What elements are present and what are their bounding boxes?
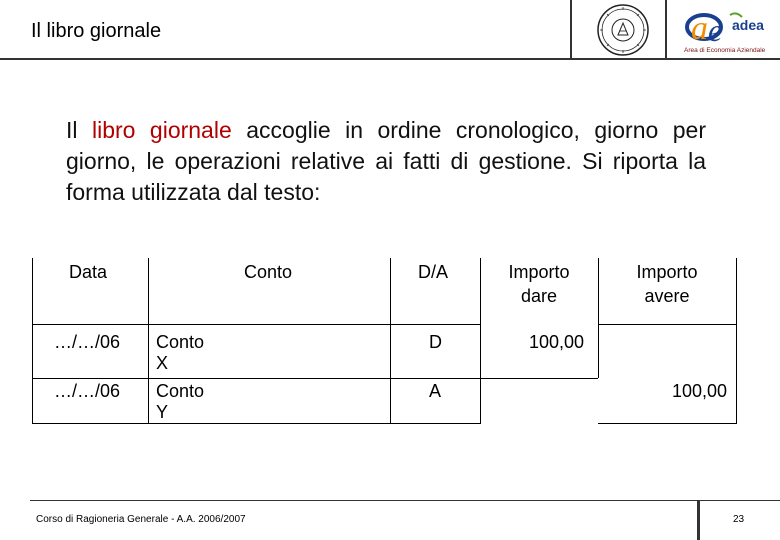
header-importo-avere (598, 262, 736, 307)
table-border (598, 423, 736, 424)
header-underline (0, 58, 780, 60)
university-seal-icon (594, 3, 652, 57)
table-border (148, 258, 149, 424)
table-border (390, 258, 391, 424)
brand-subtitle: Area di Economia Aziendale (684, 47, 766, 54)
intro-prefix: Il (66, 117, 92, 143)
table-border (32, 258, 33, 424)
row-date: …/…/06 (54, 381, 121, 401)
row-amount-dare: 100,00 (529, 332, 585, 352)
header-divider (570, 0, 572, 58)
footer-divider (30, 500, 780, 501)
header-importo-dare-line1: Importo (508, 262, 570, 282)
header-divider (665, 0, 667, 58)
svg-text:a: a (691, 10, 708, 47)
page-title: Il libro giornale (31, 20, 162, 42)
table-border (598, 324, 736, 325)
table-border (480, 378, 598, 379)
intro-highlight: libro giornale (91, 117, 232, 143)
row-dare-avere: D (429, 332, 442, 352)
footer-separator (697, 500, 700, 540)
page-number: 23 (733, 514, 745, 525)
row-dare-avere: A (429, 381, 442, 401)
row-account: Conto Y (156, 381, 205, 422)
adea-logo-icon (680, 3, 778, 57)
svg-text:e: e (708, 12, 723, 48)
header-importo-avere-line2: avere (644, 286, 690, 306)
intro-paragraph (66, 115, 706, 208)
header-data: Data (69, 262, 108, 282)
row-date: …/…/06 (54, 332, 121, 352)
table-border (32, 378, 480, 379)
footer-course: Corso di Ragioneria Generale - A.A. 2006/2007 (36, 514, 246, 525)
brand-name: adea (732, 17, 764, 33)
table-border (736, 258, 737, 424)
header-importo-avere-line1: Importo (636, 262, 698, 282)
header-dare-avere: D/A (418, 262, 449, 282)
row-account: Conto X (156, 332, 205, 373)
intro-text: accoglie in ordine cronologico, giorno per giorno, le operazioni relative ai fatti di gestione. Si riporta la forma utilizzata dal testo: (66, 117, 707, 205)
table-border (32, 423, 480, 424)
table-border (32, 324, 480, 325)
slide-header (0, 0, 780, 60)
row-amount-avere: 100,00 (672, 381, 728, 401)
header-importo-dare-line2: dare (520, 286, 558, 306)
header-conto: Conto (244, 262, 293, 282)
header-importo-dare (480, 262, 598, 307)
